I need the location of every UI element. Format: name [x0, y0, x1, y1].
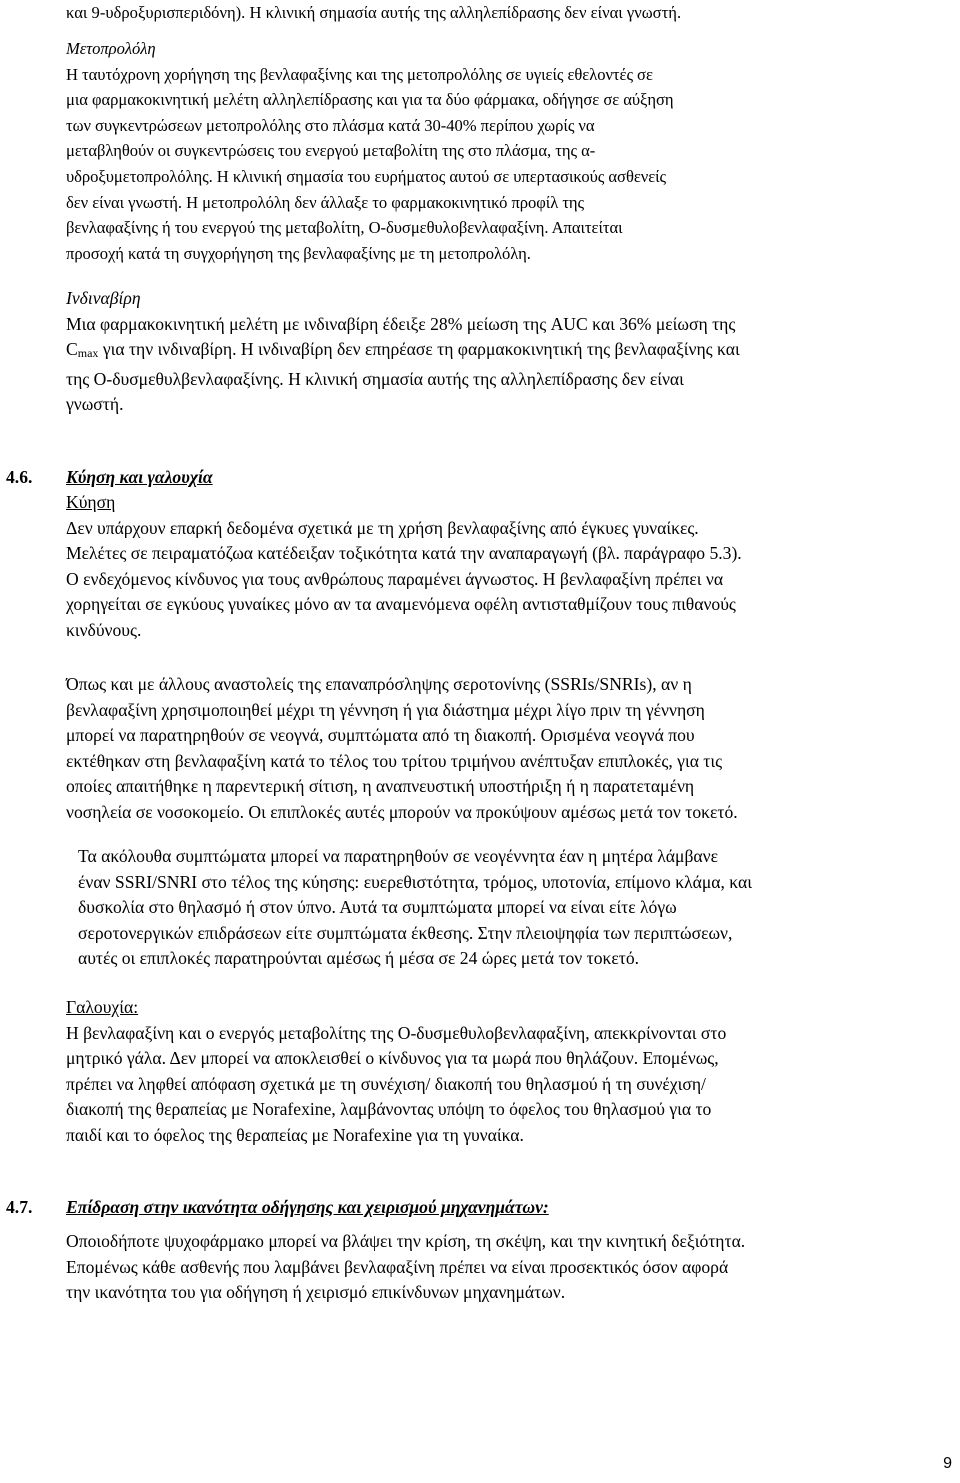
metoprolol-heading: Μετοπρολόλη: [66, 39, 156, 58]
section-number: 4.6.: [6, 467, 33, 487]
symptom-line: έναν SSRI/SNRI στο τέλος της κύησης: ευερεθιστότητα, τρόμος, υποτονία, επίμονο κλάμα, και: [78, 871, 752, 892]
ssri-line: Όπως και με άλλους αναστολείς της επαναπρόσληψης σεροτονίνης (SSRIs/SNRIs), αν η: [66, 674, 692, 694]
pregnancy-line: Δεν υπάρχουν επαρκή δεδομένα σχετικά με τη χρήση βενλαφαξίνης από έγκυες γυναίκες.: [66, 517, 699, 538]
metoprolol-line: υδροξυμετοπρολόλης. Η κλινική σημασία του ευρήματος αυτού σε υπερτασικούς ασθενείς: [66, 166, 667, 186]
pregnancy-line: χορηγείται σε εγκύους γυναίκες μόνο αν τα αναμενόμενα οφέλη αντισταθμίζουν τους πιθανούς: [66, 594, 736, 615]
lactation-line: πρέπει να ληφθεί απόφαση σχετικά με τη συνέχιση/ διακοπή του θηλασμού ή τη συνέχιση/: [66, 1073, 706, 1094]
metoprolol-line: προσοχή κατά τη συγχορήγηση της βενλαφαξίνης με τη μετοπρολόλη.: [66, 243, 531, 263]
continued-paragraph-line: και 9-υδροξυρισπεριδόνη). Η κλινική σημασία αυτής της αλληλεπίδρασης δεν είναι γνωστή.: [66, 3, 682, 22]
section-title-text: Επίδραση στην ικανότητα οδήγησης και χειρισμού μηχανημάτων: [66, 1197, 543, 1217]
ssri-line: εκτέθηκαν στη βενλαφαξίνη κατά το τέλος του τρίτου τριμήνου ανέπτυξαν επιπλοκές, για τις: [66, 750, 723, 771]
lactation-line: μητρικό γάλα. Δεν μπορεί να αποκλεισθεί ο κίνδυνος για τα μωρά που θηλάζουν. Επομένως,: [66, 1048, 719, 1069]
driving-line: Επομένως κάθε ασθενής που λαμβάνει βενλαφαξίνη πρέπει να είναι προσεκτικός όσον αφορά: [66, 1256, 729, 1277]
ssri-paragraph: [66, 672, 946, 826]
section-number: 4.7.: [6, 1197, 33, 1217]
metoprolol-line: των συγκεντρώσεων μετοπρολόλης στο πλάσμα κατά 30-40% περίπου χωρίς να: [66, 115, 595, 135]
lactation-line: Η βενλαφαξίνη και ο ενεργός μεταβολίτης της Ο-δυσμεθυλοβενλαφαξίνη, απεκκρίνονται στο: [66, 1022, 727, 1043]
section-title: [66, 1195, 549, 1221]
pregnancy-line: Μελέτες σε πειραματόζωα κατέδειξαν τοξικότητα κατά την αναπαραγωγή (βλ. παράγραφο 5.3).: [66, 543, 742, 564]
lactation-section: [66, 995, 946, 1149]
lactation-line: παιδί και το όφελος της θεραπείας με Norafexine για τη γυναίκα.: [66, 1124, 524, 1145]
pregnancy-heading: Κύηση: [66, 492, 116, 512]
indinavir-line: της Ο-δυσμεθυλβενλαφαξίνης. Η κλινική σημασία αυτής της αλληλεπίδρασης δεν είναι: [66, 368, 684, 389]
ssri-line: μπορεί να παρατηρηθούν σε νεογνά, συμπτώματα από τη διακοπή. Ορισμένα νεογνά που: [66, 725, 695, 746]
symptom-line: αυτές οι επιπλοκές παρατηρούνται αμέσως ή μέσα σε 24 ώρες μετά τον τοκετό.: [78, 948, 640, 969]
symptom-line: σεροτονεργικών επιδράσεων είτε συμπτώματα έκθεσης. Στην πλειοψηφία των περιπτώσεων,: [78, 922, 733, 943]
ssri-line: βενλαφαξίνη χρησιμοποιηθεί μέχρι τη γέννηση ή για διάστημα μέχρι λίγο πριν τη γέννηση: [66, 699, 705, 720]
cmax-c: C: [66, 339, 78, 360]
metoprolol-line: δεν είναι γνωστή. Η μετοπρολόλη δεν άλλαξε το φαρμακοκινητικό προφίλ της: [66, 192, 585, 212]
symptom-line: δυσκολία στο θηλασμό ή στον ύπνο. Αυτά τα συμπτώματα μπορεί να είναι είτε λόγω: [78, 897, 677, 918]
indinavir-line: Μια φαρμακοκινητική μελέτη με ινδιναβίρη έδειξε 28% μείωση της AUC και 36% μείωση της: [66, 313, 736, 334]
indinavir-line: [66, 337, 946, 367]
ssri-line: οποίες απαιτήθηκε η παρεντερική σίτιση, η αναπνευστική υποστήριξη ή η παρατεταμένη: [66, 776, 695, 797]
metoprolol-section: [66, 36, 946, 266]
indinavir-heading: Ινδιναβίρη: [66, 288, 141, 308]
metoprolol-line: μεταβληθούν οι συγκεντρώσεις του ενεργού μεταβολίτη της στο πλάσμα, της α-: [66, 141, 596, 161]
symptom-line: Τα ακόλουθα συμπτώματα μπορεί να παρατηρηθούν σε νεογέννητα έαν η μητέρα λάμβανε: [78, 846, 718, 866]
ssri-line: νοσηλεία σε νοσοκομείο. Οι επιπλοκές αυτές μπορούν να προκύψουν αμέσως μετά τον τοκετό.: [66, 801, 738, 822]
section-title: Κύηση και γαλουχία: [66, 467, 213, 487]
pregnancy-line: κινδύνους.: [66, 619, 142, 640]
driving-line: Οποιοδήποτε ψυχοφάρμακο μπορεί να βλάψει την κρίση, τη σκέψη, και την κινητική δεξιότητα.: [66, 1231, 746, 1251]
section-title-suffix: :: [542, 1197, 549, 1217]
indinavir-line: γνωστή.: [66, 394, 124, 415]
metoprolol-line: βενλαφαξίνης ή του ενεργού της μεταβολίτη, Ο-δυσμεθυλοβενλαφαξίνη. Απαιτείται: [66, 218, 623, 238]
driving-section: [66, 1229, 946, 1306]
driving-line: την ικανότητα του για οδήγηση ή χειρισμό επικίνδυνων μηχανημάτων.: [66, 1282, 566, 1303]
cmax-subscript: max: [77, 346, 99, 361]
pregnancy-line: Ο ενδεχόμενος κίνδυνος για τους ανθρώπους παραμένει άγνωστος. Η βενλαφαξίνη πρέπει να: [66, 568, 724, 589]
indinavir-section: [66, 286, 946, 418]
lactation-heading: Γαλουχία:: [66, 997, 139, 1017]
metoprolol-line: μια φαρμακοκινητική μελέτη αλληλεπίδρασης και για τα δύο φάρμακα, οδήγησε σε αύξηση: [66, 90, 674, 110]
lactation-line: διακοπή της θεραπείας με Norafexine, λαμβάνοντας υπόψη το όφελος του θηλασμού για το: [66, 1099, 712, 1120]
metoprolol-line: Η ταυτόχρονη χορήγηση της βενλαφαξίνης και της μετοπρολόλης σε υγιείς εθελοντές σε: [66, 64, 653, 84]
pregnancy-section: [66, 490, 946, 644]
neonatal-symptoms-paragraph: [78, 844, 958, 972]
page-number: 9: [943, 1455, 952, 1472]
indinavir-line-rest: για την ινδιναβίρη. Η ινδιναβίρη δεν επηρέασε τη φαρμακοκινητική της βενλαφαξίνης και: [98, 339, 740, 360]
